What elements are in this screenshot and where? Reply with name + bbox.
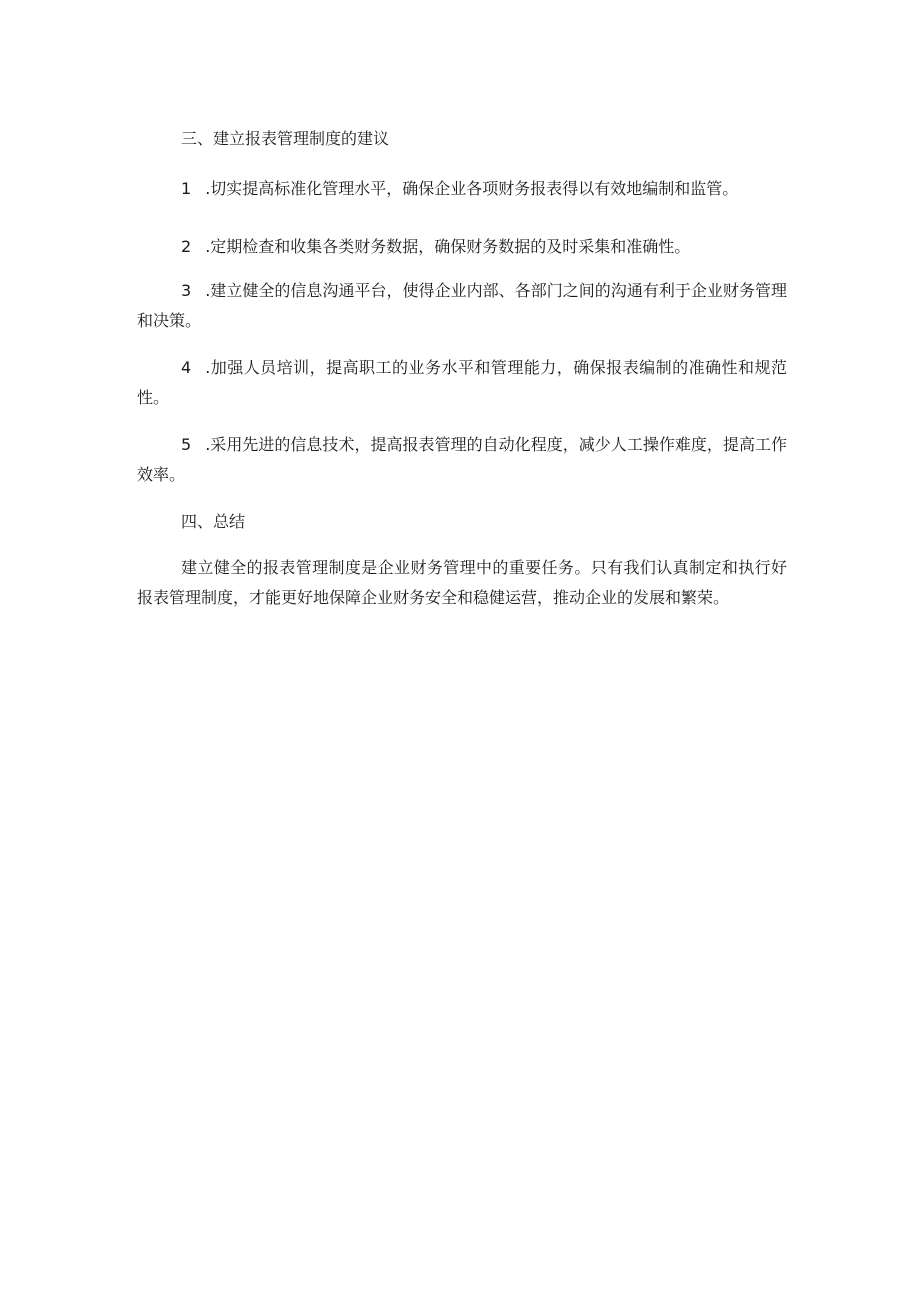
suggestion-text: .切实提高标准化管理水平，确保企业各项财务报表得以有效地编制和监管。 — [205, 179, 739, 198]
suggestion-item-5 — [137, 430, 787, 490]
suggestion-item-2 — [137, 232, 787, 262]
conclusion-paragraph: 建立健全的报表管理制度是企业财务管理中的重要任务。只有我们认真制定和执行好报表管理制度，才能更好地保障企业财务安全和稳健运营，推动企业的发展和繁荣。 — [137, 558, 787, 607]
suggestion-number: 2 — [181, 237, 192, 256]
suggestion-number: 4 — [181, 358, 192, 377]
suggestion-text: .建立健全的信息沟通平台，使得企业内部、各部门之间的沟通有利于企业财务管理和决策。 — [137, 281, 787, 330]
suggestion-text: .加强人员培训，提高职工的业务水平和管理能力，确保报表编制的准确性和规范性。 — [137, 358, 787, 407]
suggestion-item-1 — [137, 174, 787, 204]
suggestion-item-4 — [137, 353, 787, 413]
section-three-heading: 三、建立报表管理制度的建议 — [181, 129, 390, 148]
suggestion-item-3 — [137, 276, 787, 336]
suggestion-text: .定期检查和收集各类财务数据，确保财务数据的及时采集和准确性。 — [205, 237, 691, 256]
suggestion-number: 1 — [181, 179, 192, 198]
suggestion-number: 5 — [181, 435, 192, 454]
document-body — [137, 124, 787, 613]
suggestion-text: .采用先进的信息技术，提高报表管理的自动化程度，减少人工操作难度，提高工作效率。 — [137, 435, 787, 484]
section-four-heading: 四、总结 — [181, 512, 246, 531]
suggestion-number: 3 — [181, 281, 192, 300]
